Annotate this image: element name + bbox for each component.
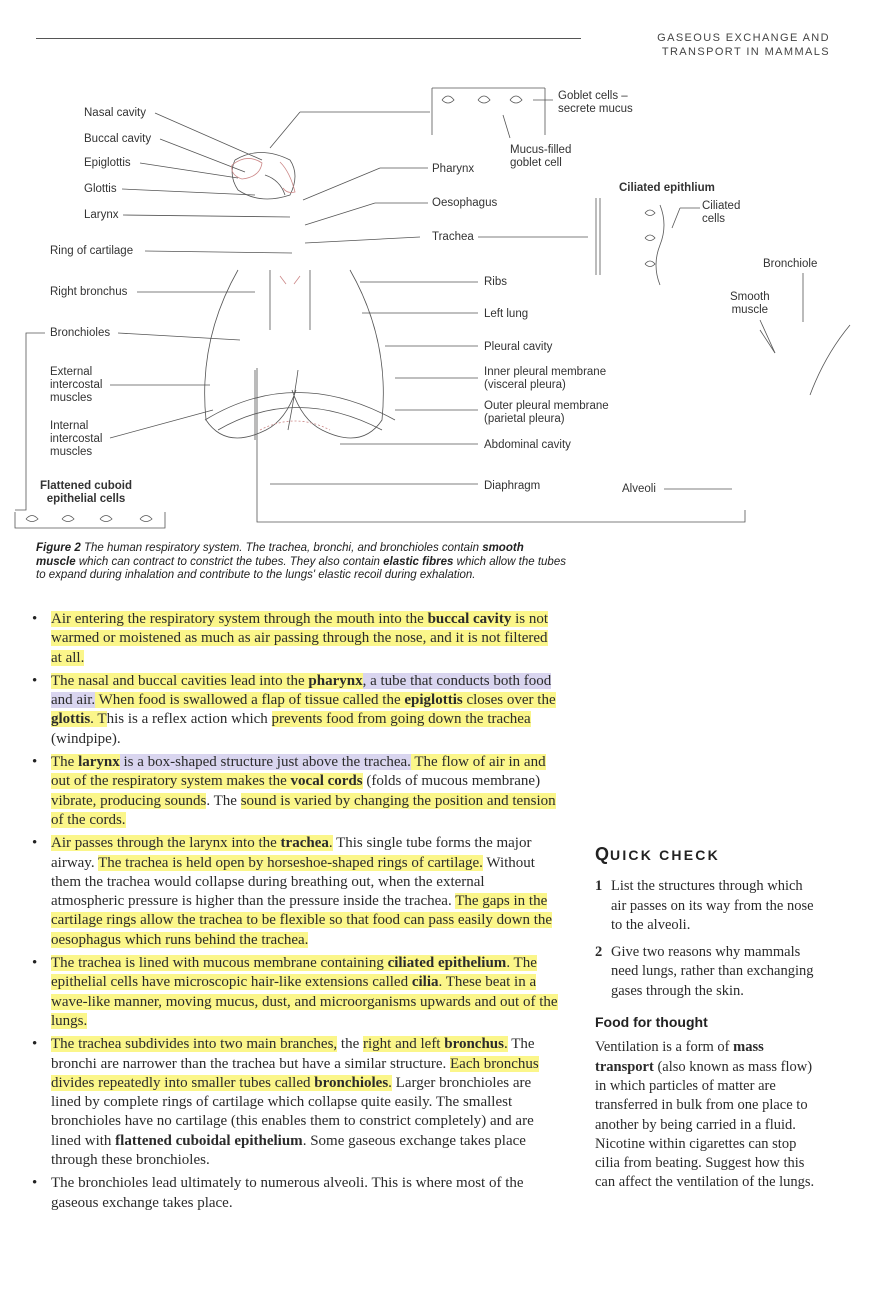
label-internal-intercostal-line-1: Internal (50, 420, 89, 432)
bullet-2-seg-10: prevents food from going down the trachea (271, 711, 531, 728)
label-inner-pleural-line-1: Inner pleural membrane (484, 366, 607, 378)
label-diaphragm: Diaphragm (484, 480, 541, 492)
bullet-4-seg-2: trachea (280, 835, 329, 852)
label-ciliated-epithelium: Ciliated epithlium (619, 182, 715, 194)
sidebar (595, 845, 820, 1193)
bullet-2-seg-3: , a tube that conducts both food and air. (51, 672, 552, 709)
bullet-7-seg-1: The bronchioles lead ultimately to numerous alveoli. This is where most of the gaseous exchange takes place. (51, 1175, 524, 1211)
caption-text-1: The human respiratory system. The trachea, bronchi, and bronchioles contain (83, 542, 479, 554)
quick-check-title (595, 845, 820, 865)
label-external-intercostal-line-3: muscles (50, 392, 93, 404)
label-bronchiole: Bronchiole (763, 258, 818, 270)
bullet-7 (28, 1174, 558, 1213)
bullet-6-seg-4: bronchus (444, 1036, 504, 1053)
bullet-2-seg-7: glottis (51, 711, 91, 728)
label-internal-intercostal-line-3: muscles (50, 446, 93, 458)
label-ring-of-cartilage: Ring of cartilage (50, 245, 134, 257)
label-pleural-cavity: Pleural cavity (484, 341, 553, 353)
bullet-1-seg-2: buccal cavity (427, 611, 512, 627)
label-smooth-muscle-line-1: Smooth (730, 291, 770, 303)
bullet-4-seg-5: The trachea is held open by horseshoe-shaped rings of cartilage. (98, 854, 483, 871)
quick-check-item-2-number: 2 (595, 944, 603, 961)
bullet-4-seg-3: . (328, 835, 333, 852)
bullet-6-seg-7: Each bronchus divides repeatedly into smaller tubes called (51, 1055, 539, 1091)
bullet-6-seg-9: . (388, 1074, 392, 1091)
caption-bold-2: elastic fibres (383, 555, 454, 568)
bullet-6-seg-2: the (337, 1036, 363, 1053)
label-flattened-cuboid (40, 480, 132, 506)
label-goblet-cells-line-1: Goblet cells – (558, 90, 628, 102)
bullet-5-seg-2: ciliated epithelium (387, 955, 507, 972)
bullet-5-seg-5: . These beat in a wave-like manner, moving mucus, dust, and microorganisms upwards and out of the lungs. (51, 974, 558, 1029)
label-smooth-muscle-line-2: muscle (731, 304, 769, 316)
food-for-thought-text-1: Ventilation is a form of (595, 1039, 734, 1056)
label-inner-pleural-line-2: (visceral pleura) (484, 379, 566, 391)
label-pharynx: Pharynx (432, 163, 475, 175)
quick-check-item-1-number: 1 (595, 878, 603, 895)
bullet-4-seg-7: The gaps in the cartilage rings allow the trachea to be flexible so that food can pass easily down the oesophagus which runs behind the trachea. (51, 893, 553, 948)
label-ribs: Ribs (484, 276, 508, 288)
bullet-4-seg-1: Air passes through the larynx into the (51, 835, 281, 852)
bullet-2-seg-8: . T (90, 711, 107, 728)
bullet-5-seg-4: cilia (411, 974, 439, 991)
bullet-3-seg-7: vibrate, producing sounds (51, 792, 207, 809)
bullet-6-seg-12: . Some gaseous exchange takes place through these bronchioles. (51, 1132, 526, 1169)
bullet-5 (28, 954, 558, 1031)
running-head-line-1: GASEOUS EXCHANGE AND (657, 32, 830, 44)
label-flattened-cuboid-line-2: epithelial cells (46, 493, 126, 505)
food-for-thought-title: Food for thought (595, 1014, 708, 1031)
label-ciliated-cells (702, 200, 740, 226)
label-external-intercostal (50, 366, 102, 405)
bullet-2-seg-5: epiglottis (404, 692, 463, 709)
label-buccal-cavity: Buccal cavity (84, 133, 152, 145)
bullet-3-seg-8: . The (206, 792, 241, 809)
quick-check-item-1-text: List the structures through which air passes on its way from the nose to the alveoli. (611, 878, 814, 933)
bullet-5-seg-1: The trachea is lined with mucous membrane containing (51, 955, 388, 972)
caption-figure-number: Figure 2 (36, 542, 81, 554)
label-right-bronchus: Right bronchus (50, 286, 128, 298)
label-inner-pleural (484, 366, 606, 392)
bullet-2-seg-11: (windpipe). (51, 730, 121, 747)
bullet-2 (28, 672, 558, 749)
bullet-6-seg-5: . (504, 1036, 508, 1053)
bullet-6-seg-1: The trachea subdivides into two main branches, (51, 1036, 338, 1053)
bullet-3-seg-6: (folds of mucous membrane) (362, 773, 541, 790)
bullet-2-seg-9: his is a reflex action which (106, 711, 272, 728)
bullet-6-seg-10: Larger bronchioles are lined by complete rings of cartilage which collapse quite easily. The smallest bronchioles have no cartilage (this enables them to constrict completely) and are lined with (51, 1074, 534, 1149)
label-outer-pleural (484, 400, 609, 426)
label-outer-pleural-line-1: Outer pleural membrane (484, 400, 609, 412)
label-abdominal-cavity: Abdominal cavity (484, 439, 571, 451)
label-trachea: Trachea (432, 231, 474, 243)
bullet-1-seg-3: is not warmed or moistened as much as air passing through the nose, and it is not filtered at all. (51, 611, 549, 666)
label-nasal-cavity: Nasal cavity (84, 107, 146, 119)
label-external-intercostal-line-2: intercostal (50, 379, 103, 391)
food-for-thought-text-2: (also known as mass flow) in which particles of matter are transferred in bulk from one place to another by being carried in a fluid. Nicotine within cigarettes can stop cilia from beating. Suggest how this can affect the ventilation of the lungs. (595, 1058, 815, 1191)
bullet-4-seg-4: This single tube forms the major airway. (51, 835, 532, 871)
bullet-2-seg-4: When food is swallowed a flap of tissue called the (95, 692, 405, 709)
main-bullet-list (28, 610, 558, 1217)
bullet-2-seg-6: closes over the (462, 692, 556, 709)
food-for-thought-body (595, 1038, 820, 1192)
label-glottis: Glottis (84, 183, 117, 195)
quick-check-title-rest: UICK CHECK (610, 847, 720, 863)
label-ciliated-cells-line-2: cells (702, 213, 726, 225)
bullet-4-seg-6: Without them the trachea would collapse during breathing out, when the external atmospheric pressure is higher than the pressure inside the trachea. (51, 854, 535, 910)
caption-text-3: which allow the tubes to expand during inhalation and contribute to the lungs' elastic recoil during exhalation. (36, 555, 566, 581)
label-alveoli: Alveoli (622, 483, 656, 495)
label-external-intercostal-line-1: External (50, 366, 93, 378)
label-smooth-muscle (730, 291, 770, 317)
bullet-3-seg-1: The (51, 754, 79, 771)
label-left-lung: Left lung (484, 308, 529, 320)
bullet-6-seg-8: bronchioles (314, 1074, 389, 1091)
respiratory-system-diagram (0, 0, 880, 540)
quick-check-item-1 (595, 877, 820, 935)
label-flattened-cuboid-line-1: Flattened cuboid (40, 480, 132, 492)
label-outer-pleural-line-2: (parietal pleura) (484, 413, 565, 425)
bullet-1 (28, 610, 558, 668)
running-head-line-2: TRANSPORT IN MAMMALS (661, 46, 830, 58)
label-oesophagus: Oesophagus (432, 197, 498, 209)
bullet-6 (28, 1035, 558, 1170)
caption-text-2: which can contract to constrict the tubes. They also contain (78, 555, 380, 568)
quick-check-item-2 (595, 943, 820, 1001)
caption-bold-1: smooth muscle (36, 542, 524, 568)
label-bronchioles: Bronchioles (50, 327, 111, 339)
bullet-3-seg-4: The flow of air in and out of the respiratory system makes the (51, 754, 546, 790)
bullet-3-seg-3: is a box-shaped structure just above the trachea. (119, 754, 411, 771)
label-internal-intercostal-line-2: intercostal (50, 433, 103, 445)
bullet-5-seg-3: . The epithelial cells have microscopic hair-like extensions called (51, 955, 537, 991)
label-ciliated-cells-line-1: Ciliated (702, 200, 741, 212)
food-for-thought-bold: mass transport (595, 1039, 764, 1075)
quick-check-item-2-text: Give two reasons why mammals need lungs, rather than exchanging gases through the skin. (611, 944, 814, 999)
bullet-6-seg-3: right and left (363, 1036, 445, 1053)
label-larynx: Larynx (84, 209, 119, 221)
bullet-6-seg-11: flattened cuboidal epithelium (115, 1132, 303, 1149)
label-mucus-goblet (510, 144, 571, 170)
quick-check-title-initial: Q (595, 844, 611, 864)
label-goblet-cells (558, 90, 633, 116)
bullet-6-seg-6: The bronchi are narrower than the trachea but have a similar structure. (51, 1036, 535, 1072)
bullet-3-seg-5: vocal cords (290, 773, 363, 790)
label-internal-intercostal (50, 420, 102, 459)
label-mucus-goblet-line-2: goblet cell (510, 157, 562, 169)
bullet-4 (28, 834, 558, 950)
bullet-3-seg-2: larynx (78, 754, 120, 771)
figure-caption (36, 542, 566, 583)
bullet-3-seg-9: sound is varied by changing the position and tension of the cords. (51, 792, 556, 828)
label-epiglottis: Epiglottis (84, 157, 131, 169)
bullet-3 (28, 753, 558, 830)
label-mucus-goblet-line-1: Mucus-filled (510, 144, 572, 156)
bullet-1-seg-1: Air entering the respiratory system through the mouth into the (51, 611, 428, 627)
bullet-2-seg-1: The nasal and buccal cavities lead into the (51, 672, 309, 689)
label-goblet-cells-line-2: secrete mucus (558, 103, 633, 115)
bullet-2-seg-2: pharynx (308, 672, 363, 689)
